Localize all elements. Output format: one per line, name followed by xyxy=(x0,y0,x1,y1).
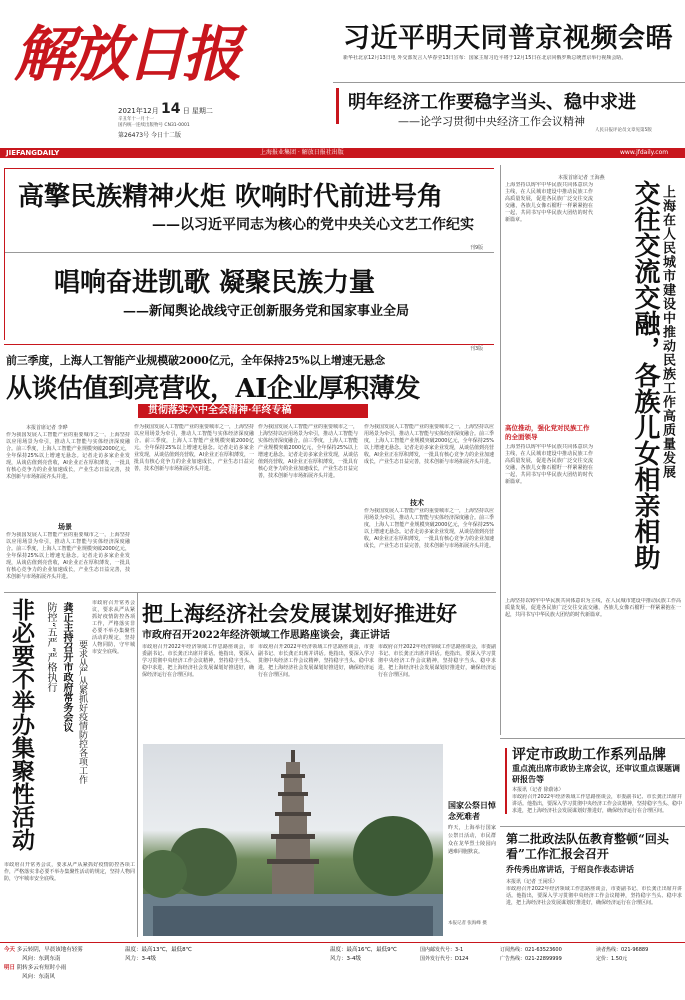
econ-subtitle: 市政府召开2022年经济领域工作思路座谈会，龚正讲话 xyxy=(142,630,390,641)
wind-tomorrow: 风力：3-4级 xyxy=(330,956,361,962)
right-subhead: 高位推动，强化党对民族工作的全面领导 xyxy=(505,424,590,441)
ai-body-col1: 作为我国发展人工智能产业的重要城市之一，上海坚持以应用场景为牵引，推动人工智能与实体经济深度融合。前三季度，上海人工智能产业规模突破2000亿元，全年保持25%以上增速无悬念。记者走访多家企业发现，从谈估值到亮营收，AI企业正在厚积薄发，一批具有核心竞争力的企业加速成长，产业生态日益完善，技术创新与市场拓展齐头并进。 xyxy=(6,432,130,480)
price: 定价：1.50元 xyxy=(596,956,628,962)
cn-number: 国内统一连续出版物号 CN31-0001 xyxy=(118,123,190,128)
ai-body-col1b: 作为我国发展人工智能产业的重要城市之一，上海坚持以应用场景为牵引，推动人工智能与实体经济深度融合。前三季度，上海人工智能产业规模突破2000亿元，全年保持25%以上增速无悬念。记者走访多家企业发现，从谈估值到亮营收，AI企业正在厚积薄发，一批具有核心竞争力的企业加速成长，产业生态日益完善，技术创新与市场拓展齐头并进。 xyxy=(6,532,130,580)
editorial-byline: 人民日报评论员文章见第5版 xyxy=(595,128,652,133)
top-headline[interactable]: 习近平明天同普京视频会晤 xyxy=(343,23,673,54)
ad-hotline: 广告热线：021-22899999 xyxy=(500,956,562,962)
ai-body-col4: 作为我国发展人工智能产业的重要城市之一，上海坚持以应用场景为牵引，推动人工智能与实体经济深度融合。前三季度，上海人工智能产业规模突破2000亿元，全年保持25%以上增速无悬念。记者走访多家企业发现，从谈估值到亮营收，AI企业正在厚积薄发，一批具有核心竞争力的企业加速成长，产业生态日益完善，技术创新与市场拓展齐头并进。 xyxy=(364,424,494,465)
ai-body-col4b: 作为我国发展人工智能产业的重要城市之一，上海坚持以应用场景为牵引，推动人工智能与实体经济深度融合。前三季度，上海人工智能产业规模突破2000亿元，全年保持25%以上增速无悬念。记者走访多家企业发现，从谈估值到亮营收，AI企业正在厚积薄发，一批具有核心竞争力的企业加速成长，产业生态日益完善，技术创新与市场拓展齐头并进。 xyxy=(364,508,494,549)
weather-tomorrow-text: 阴转多云有短时小雨 xyxy=(16,965,67,971)
edu-byline: 本报讯（记者 王闲乐） xyxy=(506,879,558,885)
right-byline: 本报首席记者 王海燕 xyxy=(558,175,605,181)
lead-headline-1[interactable]: 高擎民族精神火炬 吹响时代前进号角 xyxy=(18,182,444,212)
overseas-code: 国外发行代号：D124 xyxy=(420,956,469,962)
temp-tomorrow: 温度：最高16℃，最低9℃ xyxy=(330,947,397,953)
ai-kicker: 前三季度，上海人工智能产业规模破2000亿元，全年保持25%以上增速无悬念 xyxy=(6,354,385,367)
editorial-subtitle: ——论学习贯彻中央经济工作会议精神 xyxy=(398,115,585,128)
top-headline-note: 新华社北京12月13日电 外交部发言人华春莹13日宣布：国家主席习近平将于12月15日在北京同俄罗斯总统普京举行视频会晤。 xyxy=(343,55,627,61)
right-body-wide: 上海坚持以铸牢中华民族共同体意识为主线，在人民城市建设中推动民族工作高质量发展，促进各民族广泛交往交流交融，各族儿女像石榴籽一样紧紧抱在一起，共同书写中华民族大团结的时代新篇章。 xyxy=(505,598,681,618)
reader-hotline: 读者热线：021-96889 xyxy=(596,947,649,953)
ai-body-col2: 作为我国发展人工智能产业的重要城市之一，上海坚持以应用场景为牵引，推动人工智能与实体经济深度融合。前三季度，上海人工智能产业规模突破2000亿元，全年保持25%以上增速无悬念。记者走访多家企业发现，从谈估值到亮营收，AI企业正在厚积薄发，一批具有核心竞争力的企业加速成长，产业生态日益完善，技术创新与市场拓展齐头并进。 xyxy=(134,424,254,472)
weather-today-text: 多云转阴，早晨该地有轻雾 xyxy=(16,947,83,953)
photo-credit: 本报记者 张海峰 摄 xyxy=(448,921,487,926)
ai-section-tech: 技术 xyxy=(410,498,424,507)
eval-body: 市政府召开2022年经济领域工作思路座谈会，市委副书记、市长龚正出席并讲话。他指出，要深入学习贯彻中央经济工作会议精神，坚持稳字当头、稳中求进，把上海经济社会发展谋划好推进好，确保经济运行在合理区间。 xyxy=(512,794,682,814)
lead-headline-2[interactable]: 唱响奋进凯歌 凝聚民族力量 xyxy=(54,268,376,298)
domestic-postal-code: 国内邮发代号：3-1 xyxy=(420,947,464,953)
date-day-suffix: 日 xyxy=(182,107,190,115)
left-column-sub1: 防控“五严”严格执行 xyxy=(45,602,56,693)
brand-name: JIEFANGDAILY xyxy=(6,149,60,157)
econ-body-col1: 市政府召开2022年经济领域工作思路座谈会，市委副书记、市长龚正出席并讲话。他指出，要深入学习贯彻中央经济工作会议精神，坚持稳字当头、稳中求进，把上海经济社会发展谋划好推进好，确保经济运行在合理区间。 xyxy=(142,644,254,678)
ai-body-col3: 作为我国发展人工智能产业的重要城市之一，上海坚持以应用场景为牵引，推动人工智能与实体经济深度融合。前三季度，上海人工智能产业规模突破2000亿元，全年保持25%以上增速无悬念。记者走访多家企业发现，从谈估值到亮营收，AI企业正在厚积薄发，一批具有核心竞争力的企业加速成长，产业生态日益完善，技术创新与市场拓展齐头并进。 xyxy=(258,424,358,479)
wind-today: 风力：3-4级 xyxy=(125,956,156,962)
weather-tomorrow-wind: 风向：东南风 xyxy=(22,974,56,980)
edu-body: 市政府召开2022年经济领域工作思路座谈会，市委副书记、市长龚正出席并讲话。他指出，要深入学习贯彻中央经济工作会议精神，坚持稳字当头、稳中求进，把上海经济社会发展谋划好推进好，确保经济运行在合理区间。 xyxy=(506,886,682,906)
subscription-hotline: 订阅热线：021-63523600 xyxy=(500,947,562,953)
lunar-date: 辛丑年十一月十一 xyxy=(118,117,154,122)
lead-page-ref-1[interactable]: 刊9版 xyxy=(470,245,484,251)
ai-byline: 本报首席记者 李晔 xyxy=(26,425,68,431)
photo-caption: 昨天，上海举行国家公祭日活动，市民群众在龙华烈士陵园向遇难同胞默哀。 xyxy=(448,825,496,855)
newspaper-logo: 解放日报 xyxy=(14,20,238,90)
left-body-b: 市政府召开常务会议，要求从严从紧抓好疫情防控各项工作，严格落实非必要不举办集聚性活动的规定，坚持人物同防，守牢城市安全底线。 xyxy=(4,862,135,882)
date-day: 14 xyxy=(160,101,181,117)
temp-today: 温度：最高13℃，最低8℃ xyxy=(125,947,192,953)
edu-subtitle: 乔传秀出席讲话，于绍良作表态讲话 xyxy=(506,864,634,874)
photo-memorial[interactable] xyxy=(143,744,443,936)
right-column-title[interactable]: 上海在人民城市建设中推动民族工作高质量发展 xyxy=(660,185,675,479)
editorial-headline[interactable]: 明年经济工作要稳字当头、稳中求进 xyxy=(348,92,636,113)
left-body-a: 市政府召开常务会议，要求从严从紧抓好疫情防控各项工作，严格落实非必要不举办集聚性活动的规定，坚持人物同防，守牢城市安全底线。 xyxy=(92,600,135,655)
right-body-col1b: 上海坚持以铸牢中华民族共同体意识为主线，在人民城市建设中推动民族工作高质量发展，促进各民族广泛交往交流交融，各族儿女像石榴籽一样紧紧抱在一起，共同书写中华民族大团结的时代新篇章。 xyxy=(505,444,593,485)
ai-section-scene: 场景 xyxy=(58,522,72,531)
eval-byline: 本报讯（记者 徐蔚冰） xyxy=(512,787,564,793)
edu-headline[interactable]: 第二批政法队伍教育整顿“回头看”工作汇报会召开 xyxy=(506,832,669,861)
pagoda-icon xyxy=(143,744,443,936)
econ-body-col3: 市政府召开2022年经济领域工作思路座谈会，市委副书记、市长龚正出席并讲话。他指出，要深入学习贯彻中央经济工作会议精神，坚持稳字当头、稳中求进，把上海经济社会发展谋划好推进好，确保经济运行在合理区间。 xyxy=(378,644,496,678)
publisher: 上海报业集团 · 解放日报社出版 xyxy=(260,149,344,156)
date-weekday: 星期二 xyxy=(191,107,213,115)
date-block xyxy=(118,101,213,117)
date-year: 2021年12月 xyxy=(118,107,159,115)
eval-subtitle: 重点流出席市政协主席会议，还审议重点课题调研报告等 xyxy=(512,763,680,784)
lead-page-ref-2[interactable]: 刊3版 xyxy=(470,346,484,352)
left-column-headline[interactable]: 非必要不举办集聚性活动 xyxy=(8,598,35,851)
left-column-sub2: 龚正主持召开市政府常务会议 xyxy=(61,602,72,732)
issue-number: 第26473号 今日十二版 xyxy=(118,132,181,139)
right-column-headline[interactable]: 交往交流交融，各族儿女相亲相助 xyxy=(630,180,660,570)
right-body-col1: 上海坚持以铸牢中华民族共同体意识为主线，在人民城市建设中推动民族工作高质量发展，促进各民族广泛交往交流交融，各族儿女像石榴籽一样紧紧抱在一起，共同书写中华民族大团结的时代新篇章。 xyxy=(505,182,593,223)
photo-caption-title: 国家公祭日悼念死难者 xyxy=(448,800,496,821)
econ-headline[interactable]: 把上海经济社会发展谋划好推进好 xyxy=(142,601,457,626)
weather-today-wind: 风向：东到东南 xyxy=(22,956,61,962)
lead-subtitle-1: ——以习近平同志为核心的党中央关心文艺工作纪实 xyxy=(152,217,474,233)
lead-subtitle-2: ——新闻舆论战线守正创新服务党和国家事业全局 xyxy=(123,304,410,319)
eval-headline[interactable]: 评定市政助工作系列品牌 xyxy=(512,747,666,763)
ai-banner: 贯彻落实六中全会精神·年终专稿 xyxy=(148,405,292,416)
econ-body-col2: 市政府召开2022年经济领域工作思路座谈会，市委副书记、市长龚正出席并讲话。他指出，要深入学习贯彻中央经济工作会议精神，坚持稳字当头、稳中求进，把上海经济社会发展谋划好推进好，确保经济运行在合理区间。 xyxy=(258,644,374,678)
website-link[interactable]: www.jfdaily.com xyxy=(620,149,669,156)
weather-tomorrow-label: 明日 xyxy=(4,965,16,971)
weather-today-label: 今天 xyxy=(4,947,16,953)
ai-headline[interactable]: 从谈估值到亮营收，AI企业厚积薄发 xyxy=(6,374,420,404)
left-column-sub3: 要求从严从紧抓好疫情防控各项工作 xyxy=(77,640,87,784)
